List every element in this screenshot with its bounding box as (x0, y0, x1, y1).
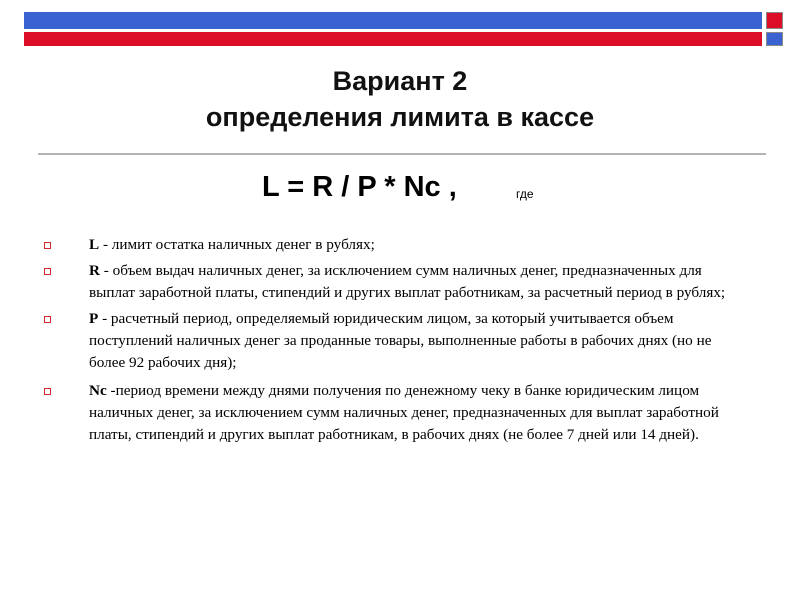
header-blue-bar (24, 12, 762, 29)
list-item (44, 380, 744, 446)
definition-text: - объем выдач наличных денег, за исключением сумм наличных денег, предназначенных для выплат заработной платы, стипендий и других выплат работникам, за расчетный период в рублях; (89, 262, 726, 301)
slide-title (0, 63, 800, 135)
definition-term: R (89, 262, 100, 279)
square-bullet-icon (44, 388, 51, 395)
definition-text: -период времени между днями получения по денежному чеку в банке юридическим лицом наличных денег, за исключением сумм наличных денег, предназначенных для выплат заработной платы, стипендий и других выплат работникам, в рабочих днях (не более 7 дней или 14 дней). (89, 382, 719, 443)
formula: L = R / P * Nc , (262, 171, 457, 203)
square-bullet-icon (44, 268, 51, 275)
definitions-list (44, 234, 744, 450)
list-item (44, 260, 744, 304)
header-blue-square (766, 32, 783, 46)
formula-where-label: где (516, 187, 534, 201)
list-item (44, 234, 744, 256)
definition-text: - расчетный период, определяемый юридическим лицом, за который учитывается объем поступлений наличных денег за проданные товары, выполненные работы в рабочих днях (но не более 92 рабочих дня); (89, 310, 712, 371)
slide-title-line-2: определения лимита в кассе (205, 102, 595, 132)
definition-term: L (89, 236, 100, 253)
header-red-square (766, 12, 783, 29)
slide-title-line-1: Вариант 2 (332, 66, 468, 96)
square-bullet-icon (44, 242, 51, 249)
list-item (44, 308, 744, 374)
header-red-bar (24, 32, 762, 46)
definition-term: P (89, 310, 99, 327)
square-bullet-icon (44, 316, 51, 323)
definition-term: Nc (89, 382, 107, 399)
title-divider (38, 153, 766, 155)
definition-text: - лимит остатка наличных денег в рублях; (99, 236, 375, 253)
